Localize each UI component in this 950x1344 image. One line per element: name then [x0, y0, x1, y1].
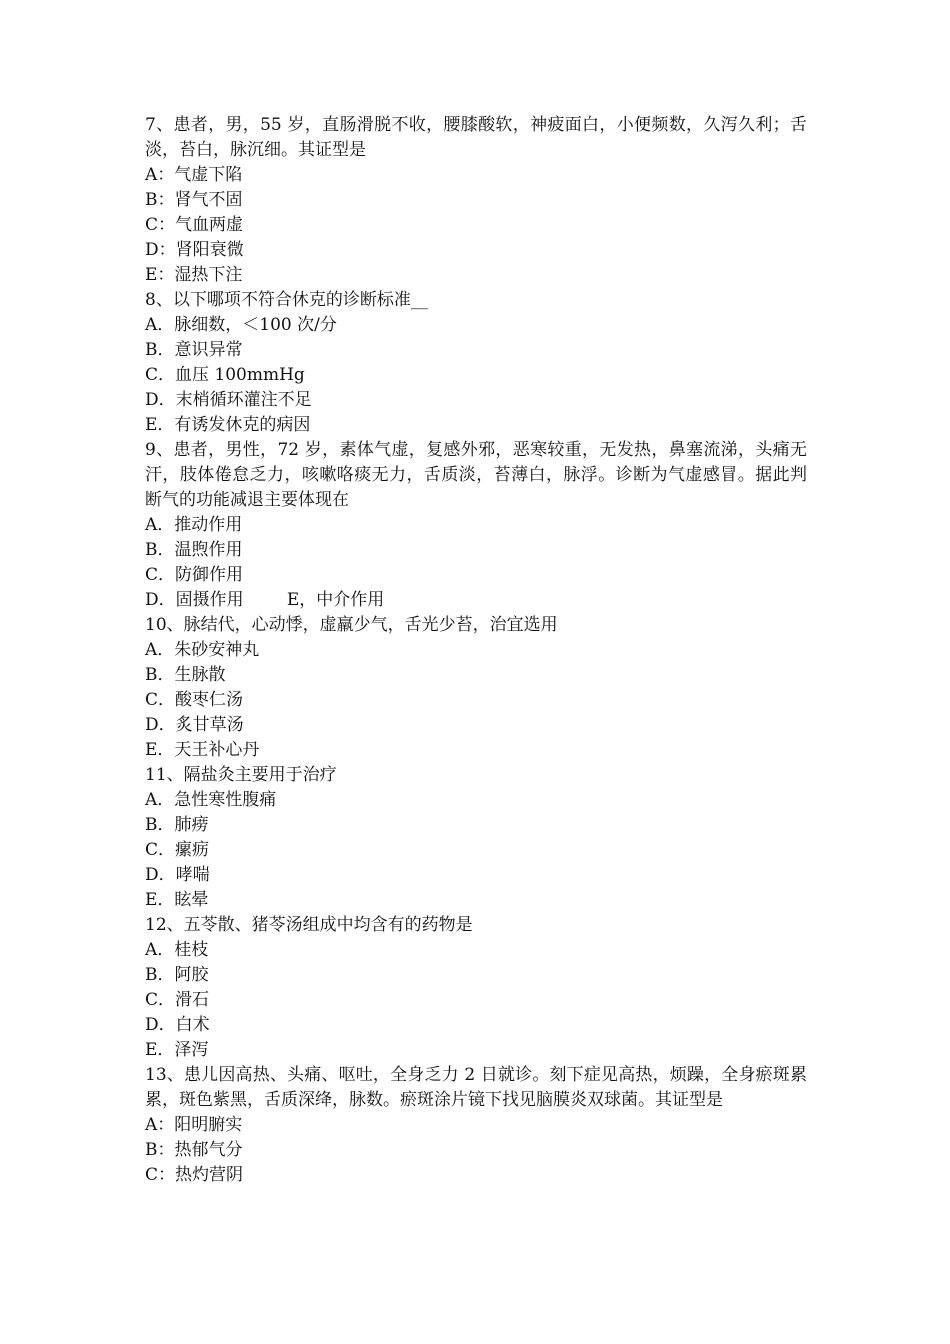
- option-b: B．肺痨: [145, 815, 209, 835]
- option-b: B：肾气不固: [145, 190, 243, 210]
- option-b: B．阿胶: [145, 965, 209, 985]
- option-a: A．急性寒性腹痛: [145, 790, 277, 810]
- question-12: [145, 913, 807, 1063]
- option-c: C：气血两虚: [145, 215, 244, 235]
- option-e: E．泽泻: [145, 1040, 209, 1060]
- option-a: A．桂枝: [145, 940, 209, 960]
- question-9: [145, 438, 807, 613]
- option-d: D．末梢循环灌注不足: [145, 390, 312, 410]
- option-b: B．生脉散: [145, 665, 226, 685]
- option-a: A．脉细数，＜100 次/分: [145, 315, 337, 335]
- option-c: C．血压 100mmHg: [145, 365, 305, 385]
- option-a: A：阳明腑实: [145, 1115, 243, 1135]
- option-c: C．酸枣仁汤: [145, 690, 244, 710]
- option-b: B．意识异常: [145, 340, 243, 360]
- question-stem: 10、脉结代，心动悸，虚羸少气，舌光少苔，治宜选用: [145, 615, 558, 635]
- question-stem: 8、以下哪项不符合休克的诊断标准__: [145, 290, 428, 310]
- option-e: E．天王补心丹: [145, 740, 260, 760]
- question-13: [145, 1063, 807, 1188]
- option-c: C：热灼营阴: [145, 1165, 244, 1185]
- question-stem: 11、隔盐灸主要用于治疗: [145, 765, 337, 785]
- question-stem: 12、五苓散、猪苓汤组成中均含有的药物是: [145, 915, 473, 935]
- question-10: [145, 613, 807, 763]
- option-d: D．白术: [145, 1015, 210, 1035]
- option-e: E．有诱发休克的病因: [145, 415, 311, 435]
- question-stem: 9、患者，男性，72 岁，素体气虚，复感外邪，恶寒较重，无发热，鼻塞流涕，头痛无汗，肢体倦怠乏力，咳嗽咯痰无力，舌质淡，苔薄白，脉浮。诊断为气虚感冒。据此判断气的功能减退主要体现在: [145, 440, 807, 510]
- option-d: D．哮喘: [145, 865, 210, 885]
- question-11: [145, 763, 807, 913]
- option-d: D．炙甘草汤: [145, 715, 244, 735]
- option-a: A：气虚下陷: [145, 165, 243, 185]
- option-a: A．推动作用: [145, 515, 243, 535]
- option-d: D：肾阳衰微: [145, 240, 244, 260]
- question-stem: 7、患者，男，55 岁，直肠滑脱不收，腰膝酸软，神疲面白，小便频数，久泻久利；舌淡，苔白，脉沉细。其证型是: [145, 115, 807, 160]
- option-b: B：热郁气分: [145, 1140, 243, 1160]
- option-e: E：湿热下注: [145, 265, 243, 285]
- option-a: A．朱砂安神丸: [145, 640, 260, 660]
- question-8: [145, 288, 807, 438]
- option-c: C．防御作用: [145, 565, 244, 585]
- question-7: [145, 113, 807, 288]
- option-e: E．眩晕: [145, 890, 209, 910]
- option-c: C．瘰疬: [145, 840, 210, 860]
- option-d-e: D．固摄作用 E，中介作用: [145, 590, 385, 610]
- option-c: C．滑石: [145, 990, 210, 1010]
- document-page: [145, 113, 807, 1188]
- option-b: B．温煦作用: [145, 540, 243, 560]
- question-stem: 13、患儿因高热、头痛、呕吐，全身乏力 2 日就诊。刻下症见高热，烦躁，全身瘀斑累累，斑色紫黑，舌质深绛，脉数。瘀斑涂片镜下找见脑膜炎双球菌。其证型是: [145, 1065, 807, 1110]
